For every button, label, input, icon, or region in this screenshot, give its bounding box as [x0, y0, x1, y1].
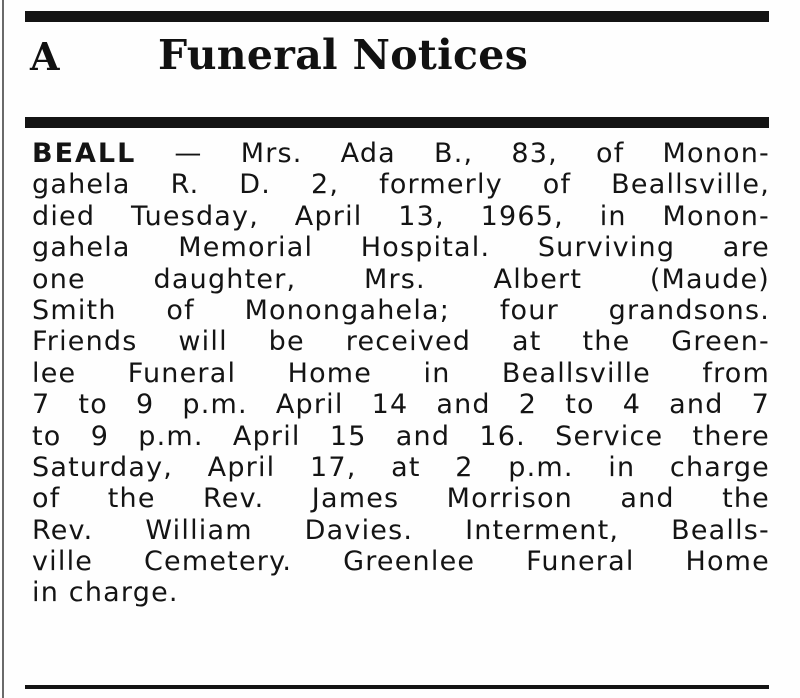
- notice-surname: BEALL: [32, 138, 137, 169]
- notice-line: in charge.: [32, 577, 179, 609]
- header-rule: [25, 117, 769, 128]
- notice-line: of the Rev. James Morrison and the: [32, 483, 770, 515]
- section-title: Funeral Notices: [158, 31, 529, 79]
- notice-line: to 9 p.m. April 15 and 16. Service there: [32, 420, 770, 452]
- section-header: [28, 30, 768, 86]
- funeral-notice: [32, 138, 770, 609]
- notice-line: lee Funeral Home in Beallsville from: [32, 357, 770, 389]
- section-letter: A: [30, 34, 60, 79]
- notice-line-text: — Mrs. Ada B., 83, of Monon-: [136, 138, 770, 169]
- clipping-left-border: [2, 0, 4, 698]
- notice-line: Saturday, April 17, at 2 p.m. in charge: [32, 451, 770, 483]
- notice-line: 7 to 9 p.m. April 14 and 2 to 4 and 7: [32, 389, 770, 421]
- notice-line: gahela R. D. 2, formerly of Beallsville,: [32, 169, 770, 201]
- notice-line: one daughter, Mrs. Albert (Maude): [32, 263, 770, 295]
- notice-line: Rev. William Davies. Interment, Bealls-: [32, 514, 770, 546]
- notice-line: died Tuesday, April 13, 1965, in Monon-: [32, 200, 770, 232]
- notice-line: Smith of Monongahela; four grandsons.: [32, 294, 770, 326]
- top-rule: [25, 11, 769, 22]
- notice-line: ville Cemetery. Greenlee Funeral Home: [32, 546, 770, 578]
- bottom-rule: [25, 685, 769, 689]
- notice-line: Friends will be received at the Green-: [32, 326, 770, 358]
- notice-line: gahela Memorial Hospital. Surviving are: [32, 232, 770, 264]
- notice-line: [32, 138, 770, 169]
